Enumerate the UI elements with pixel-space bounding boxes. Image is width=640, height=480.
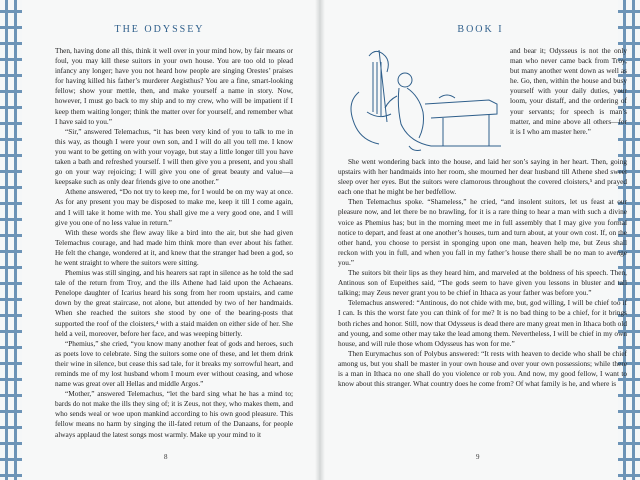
left-page-text: [55, 46, 293, 456]
right-running-head: BOOK I: [457, 24, 504, 35]
paragraph: With these words she flew away like a bird into the air, but she had given Telemachus courage, and had made him think more than ever about his father. He felt the change, wondered at it, and knew that the stranger had been a god, so he went straight to where the suitors were sitting.: [55, 227, 293, 267]
paragraph: Telemachus answered: “Antinous, do not chide with me, but, god willing, I will be chief too if I can. Is this the worst fate you can think of for me? It is no bad thing to be a chief, for it brings both riches and honor. Still, now that Odysseus is dead there are many great men in Ithaca both old and young, and some other may take the lead among them. Nevertheless, I will be chief in my own house, and will rule those whom Odysseus has won for me.”: [338, 298, 627, 348]
lyre-player-illustration: [339, 42, 507, 156]
paragraph: “Phemius,” she cried, “you know many another feat of gods and heroes, such as poets love to celebrate. Sing the suitors some one of these, and let them drink their wine in silence, but cease this sad tale, for it breaks my sorrowful heart, and reminds me of my lost husband whom I mourn ever without ceasing, and whose name was great over all Hellas and middle Argos.”: [55, 338, 293, 389]
left-page-number: 8: [164, 453, 168, 461]
right-page-number: 9: [476, 453, 480, 461]
left-running-head: THE ODYSSEY: [114, 24, 205, 35]
paragraph: “Sir,” answered Telemachus, “it has been very kind of you to talk to me in this way, as though I were your own son, and I will do all you tell me. I know you want to be getting on with your voyage, but stay a little longer till you have taken a bath and refreshed yourself. I will then give you a present, and you shall go on your way rejoicing; I will give you one of great beauty and value—a keepsake such as only dear friends give to one another.”: [55, 126, 293, 187]
paragraph: Then Telemachus spoke. “Shameless,” he cried, “and insolent suitors, let us feast at our pleasure now, and let there be no brawling, for it is a rare thing to hear a man with such a divine voice as Phemius has; but in the morning meet me in full assembly that I may give you formal notice to depart, and feast at one another’s houses, turn and turn about, at your own cost. If, on the other hand, you choose to persist in sponging upon one man, heaven help me, but Zeus shall reckon with you in full, and when you fall in my father’s house there shall be no man to avenge you.”: [338, 197, 627, 267]
paragraph: She went wondering back into the house, and laid her son’s saying in her heart. Then, going upstairs with her handmaids into her room, she mourned her dear husband till Athene shed sweet sleep over her eyes. But the suitors were clamorous throughout the covered cloisters,⁵ and prayed each one that he might be her bedfellow.: [338, 157, 627, 197]
paragraph: Then Eurymachus son of Polybus answered: “It rests with heaven to decide who shall be chief among us, but you shall be master in your own house and over your own possessions; while there is a man in Ithaca no one shall do you violence or rob you. And now, my good fellow, I want to know about this stranger. What country does he come from? Of what family is he, and where is: [338, 348, 627, 389]
book-gutter: [315, 0, 325, 480]
paragraph: Athene answered, “Do not try to keep me, for I would be on my way at once. As for any present you may be disposed to make me, keep it till I come again, and I will take it home with me. You shall give me a very good one, and I will give you one of no less value in return.”: [55, 187, 293, 227]
right-page-top-column: and bear it; Odysseus is not the only man who never came back from Troy, but many another went down as well as he. Go, then, within the house and busy yourself with your daily duties, your loom, your distaff, and the ordering of your servants; for speech is man’s matter, and mine above all others—for it is I who am master here.”: [510, 46, 627, 136]
paragraph: “Mother,” answered Telemachus, “let the bard sing what he has a mind to; bards do not make the ills they sing of; it is Zeus, not they, who makes them, and who sends weal or woe upon mankind according to his own good pleasure. This fellow means no harm by singing the ill-fated return of the Danaans, for people always applaud the latest songs most warmly. Make up your mind to it: [55, 389, 293, 439]
paragraph: The suitors bit their lips as they heard him, and marveled at the boldness of his speech. Then, Antinous son of Eupeithes said, “The gods seem to have given you lessons in bluster and tall talking; may Zeus never grant you to be chief in Ithaca as your father was before you.”: [338, 268, 627, 298]
right-page-text: [338, 157, 627, 457]
paragraph: Phemius was still singing, and his hearers sat rapt in silence as he told the sad tale of the return from Troy, and the ills Athene had laid upon the Achaeans. Penelope daughter of Icarius heard his song from her room upstairs, and came down by the great staircase, not alone, but attended by two of her handmaids. When she reached the suitors she stood by one of the bearing-posts that supported the roof of the cloisters,⁴ with a staid maiden on either side of her. She held a veil, moreover, before her face, and was weeping bitterly.: [55, 268, 293, 338]
paragraph: Then, having done all this, think it well over in your mind how, by fair means or foul, you may kill these suitors in your own house. You are too old to plead infancy any longer; have you not heard how people are singing Orestes’ praises for having killed his father’s murderer Aegisthus? You are a fine, smart-looking fellow; show your mettle, then, and make yourself a name in story. Now, however, I must go back to my ship and to my crew, who will be impatient if I keep them waiting longer; think the matter over for yourself, and remember what I have said to you.”: [55, 46, 293, 126]
greek-key-border-left: [0, 0, 22, 480]
